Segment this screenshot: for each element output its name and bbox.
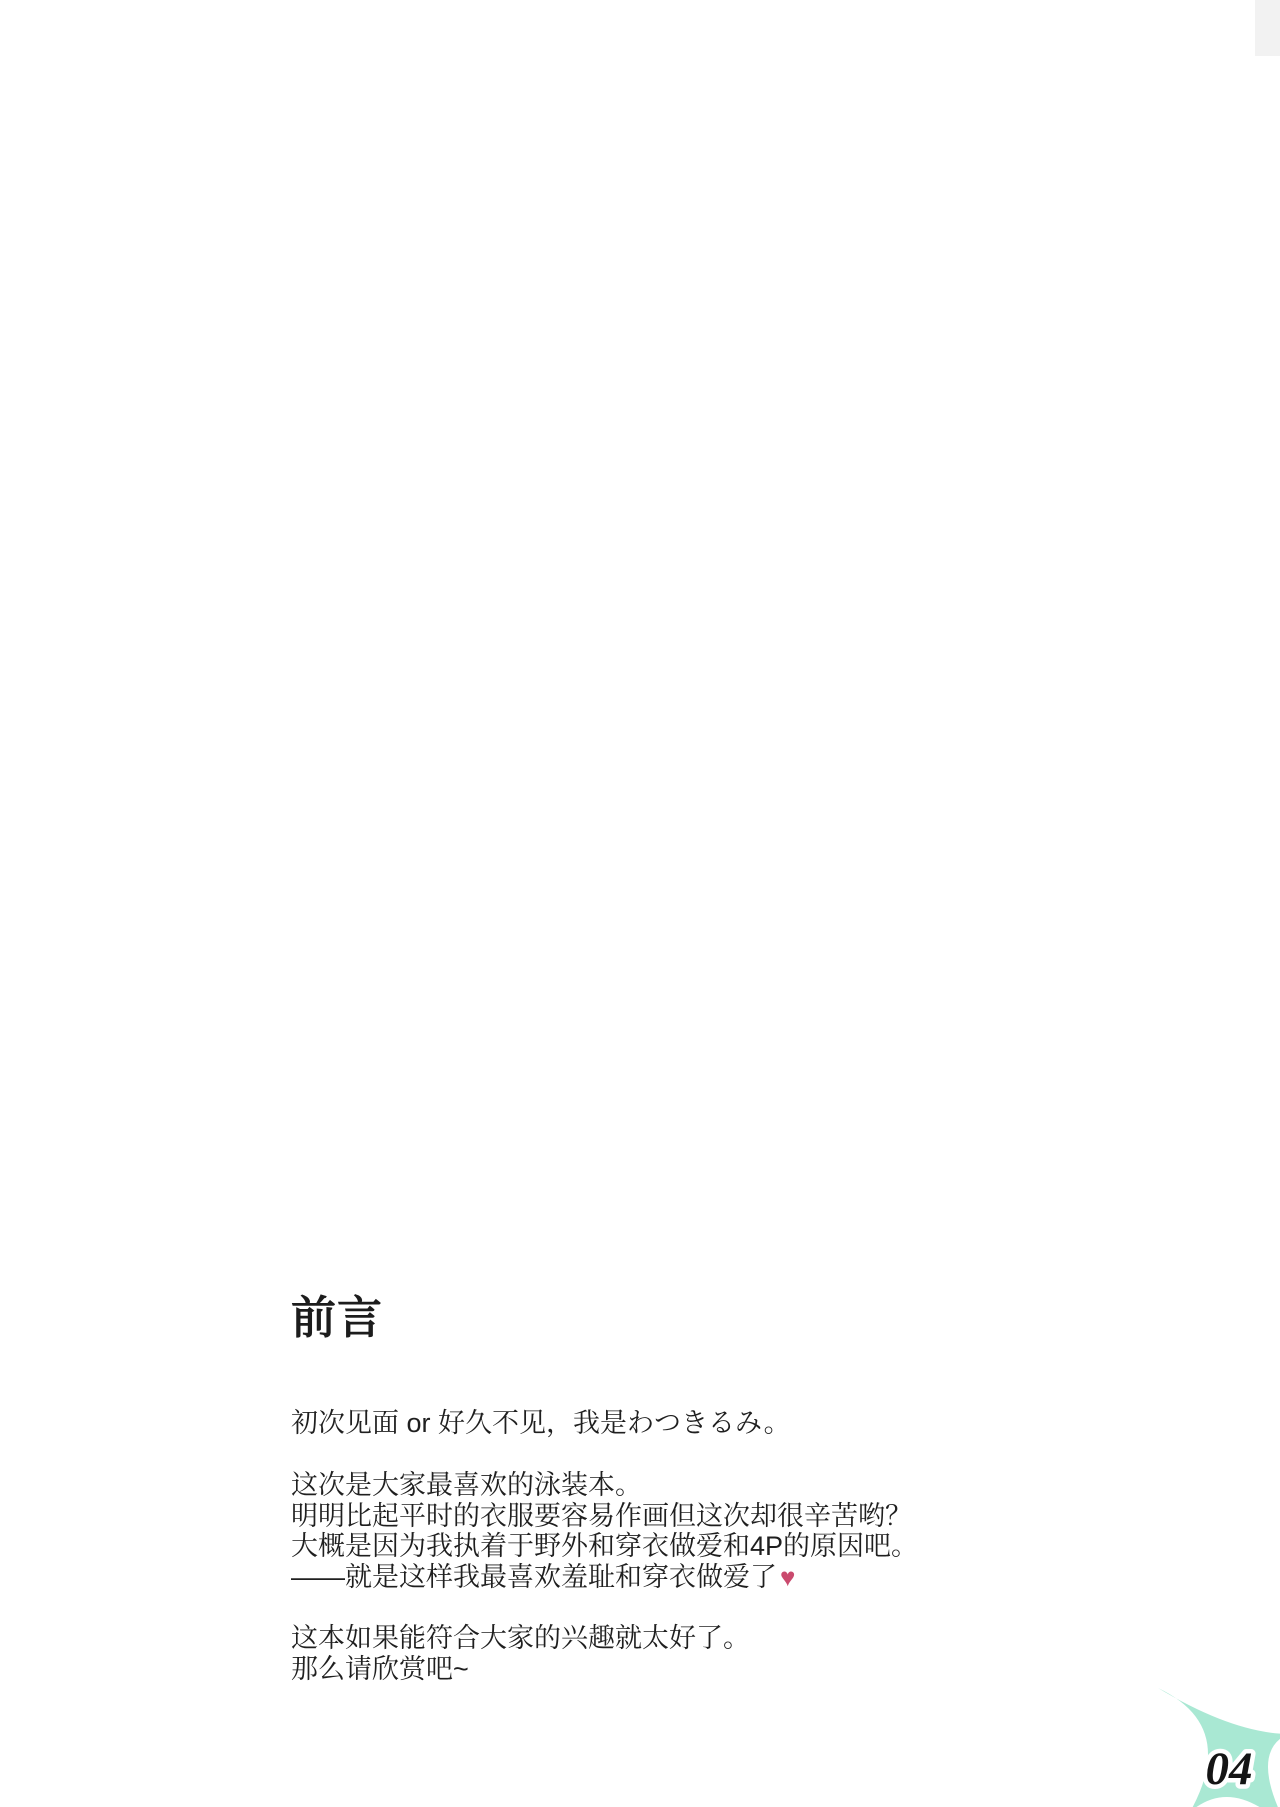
closing-line: 这本如果能符合大家的兴趣就太好了。 [291,1623,750,1653]
body-line: 这次是大家最喜欢的泳装本。 [291,1470,642,1500]
page-corner-decoration [1130,1672,1280,1807]
page-title: 前言 [291,1292,384,1343]
page-number: 04 [1205,1743,1253,1795]
body-line [291,1562,918,1593]
body-line: 大概是因为我执着于野外和穿衣做爱和4P的原因吧。 [291,1531,919,1561]
body-paragraph [291,1470,918,1592]
body-line-text: ——就是这样我最喜欢羞耻和穿衣做爱了 [291,1561,777,1592]
corner-shade [1255,0,1280,56]
greeting-paragraph [291,1408,791,1439]
body-line: 明明比起平时的衣服要容易作画但这次却很辛苦哟？ [291,1500,912,1531]
closing-line: 那么请欣赏吧~ [291,1653,469,1684]
closing-paragraph [291,1623,750,1684]
greeting-line: 初次见面 or 好久不见，我是わつきるみ。 [291,1408,791,1438]
heart-icon: ♥ [780,1561,796,1592]
